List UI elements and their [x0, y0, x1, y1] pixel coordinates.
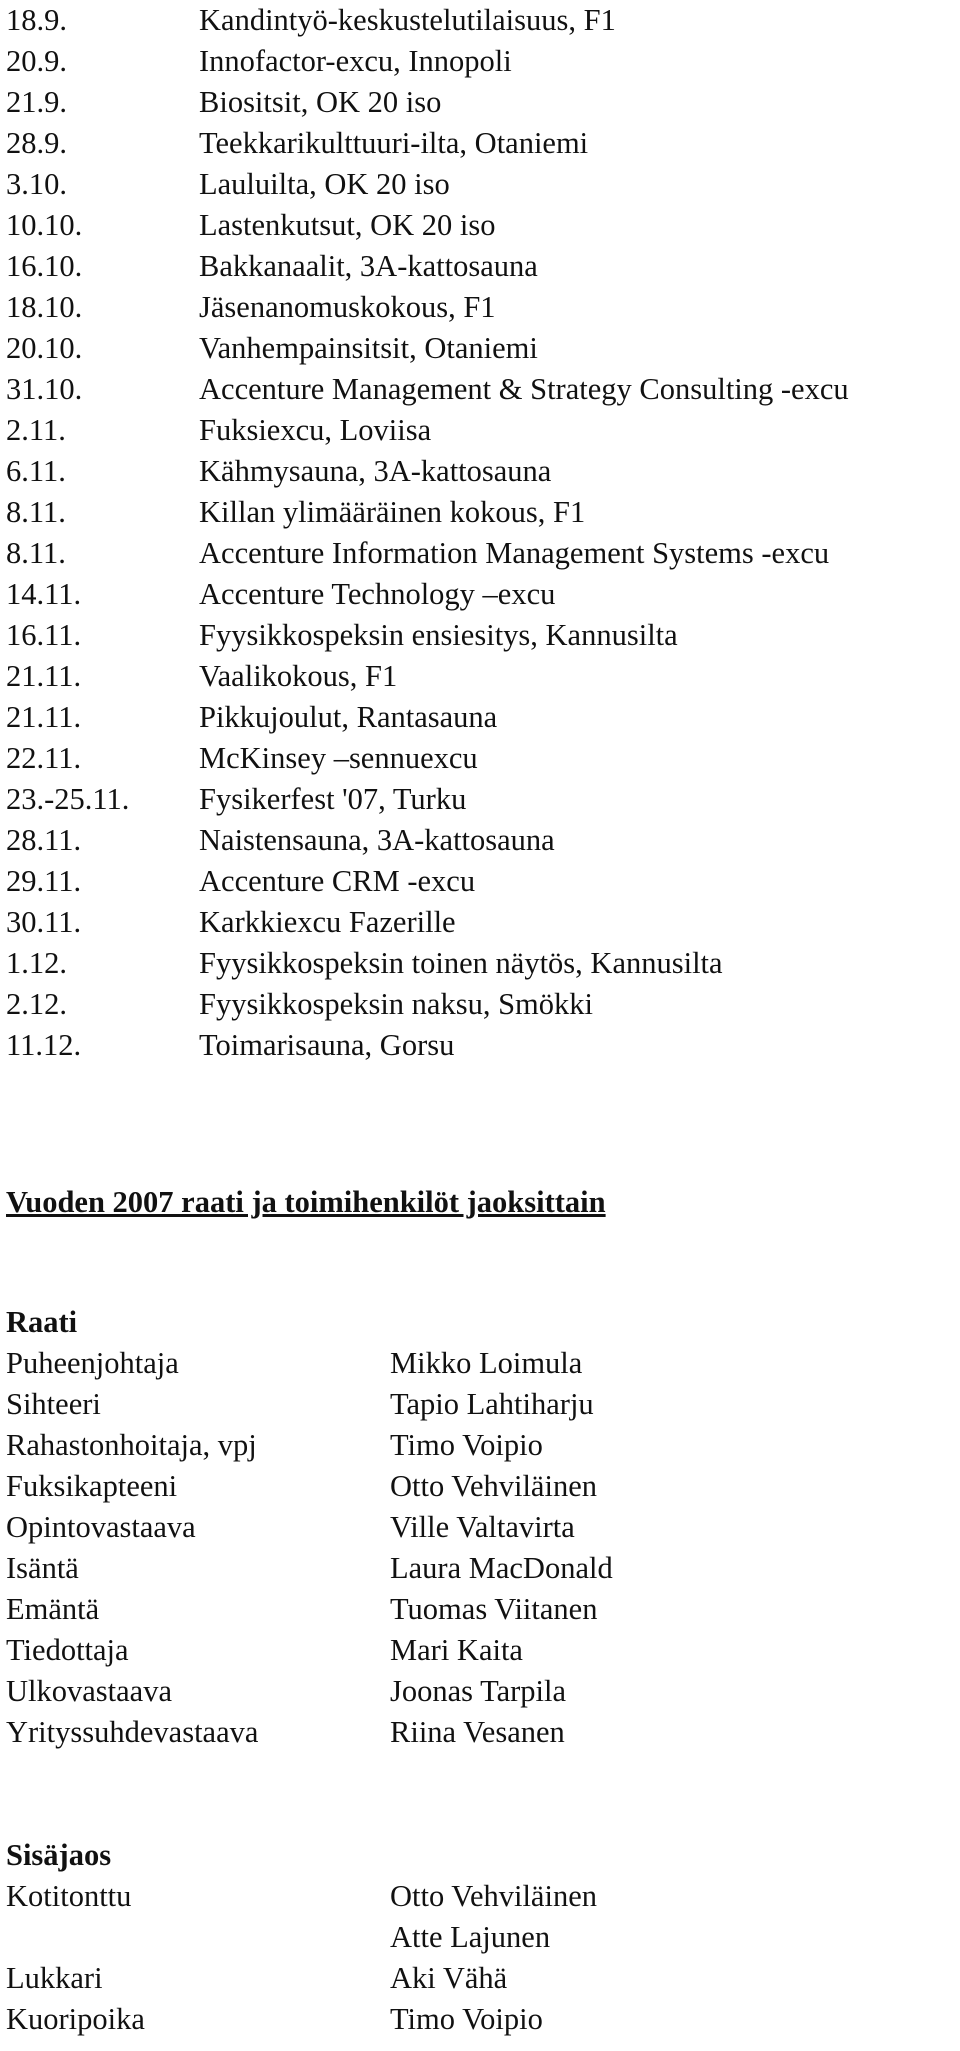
role-person: Otto Vehviläinen	[390, 1879, 597, 1913]
event-date: 31.10.	[6, 372, 83, 406]
role-person: Tapio Lahtiharju	[390, 1387, 594, 1421]
event-date: 21.11.	[6, 700, 82, 734]
event-title: Vaalikokous, F1	[199, 659, 398, 693]
event-title: Biositsit, OK 20 iso	[199, 85, 442, 119]
role-name: Kotitonttu	[6, 1879, 132, 1913]
event-date: 30.11.	[6, 905, 82, 939]
event-date: 14.11.	[6, 577, 82, 611]
event-title: Accenture Management & Strategy Consulting -excu	[199, 372, 849, 406]
raati-section	[6, 1302, 956, 1753]
role-name: Tiedottaja	[6, 1633, 129, 1667]
event-title: McKinsey –sennuexcu	[199, 741, 478, 775]
section-heading: Vuoden 2007 raati ja toimihenkilöt jaoksittain	[6, 1185, 606, 1219]
role-row	[6, 1712, 956, 1753]
event-date: 2.12.	[6, 987, 67, 1021]
event-date: 21.9.	[6, 85, 67, 119]
event-title: Teekkarikulttuuri-ilta, Otaniemi	[199, 126, 589, 160]
role-person: Riina Vesanen	[390, 1715, 565, 1749]
event-date: 3.10.	[6, 167, 67, 201]
role-person: Mari Kaita	[390, 1633, 523, 1667]
role-row	[6, 1466, 956, 1507]
role-name	[6, 1917, 390, 1958]
role-row	[6, 1876, 956, 1917]
event-date: 18.9.	[6, 3, 67, 37]
role-row	[6, 1917, 956, 1958]
event-title: Lastenkutsut, OK 20 iso	[199, 208, 496, 242]
event-date: 16.10.	[6, 249, 83, 283]
role-name: Ulkovastaava	[6, 1674, 172, 1708]
event-date: 21.11.	[6, 659, 82, 693]
role-person: Ville Valtavirta	[390, 1510, 575, 1544]
event-row	[6, 123, 849, 164]
event-row	[6, 943, 849, 984]
role-name: Opintovastaava	[6, 1510, 196, 1544]
event-title: Fyysikkospeksin naksu, Smökki	[199, 987, 593, 1021]
role-name: Sihteeri	[6, 1387, 101, 1421]
event-row	[6, 164, 849, 205]
event-row	[6, 287, 849, 328]
event-row	[6, 861, 849, 902]
role-row	[6, 1630, 956, 1671]
role-person: Laura MacDonald	[390, 1551, 613, 1585]
event-date: 11.12.	[6, 1028, 82, 1062]
role-name: Kuoripoika	[6, 2002, 145, 2036]
event-row	[6, 451, 849, 492]
event-date: 20.10.	[6, 331, 83, 365]
event-title: Accenture Technology –excu	[199, 577, 556, 611]
event-row	[6, 1025, 849, 1066]
event-title: Fyysikkospeksin toinen näytös, Kannusilta	[199, 946, 723, 980]
event-date: 2.11.	[6, 413, 66, 447]
event-row	[6, 533, 849, 574]
role-name: Rahastonhoitaja, vpj	[6, 1428, 257, 1462]
role-name: Yrityssuhdevastaava	[6, 1715, 259, 1749]
event-row	[6, 246, 849, 287]
event-title: Innofactor-excu, Innopoli	[199, 44, 512, 78]
role-person: Otto Vehviläinen	[390, 1469, 597, 1503]
event-date: 10.10.	[6, 208, 83, 242]
event-title: Accenture Information Management Systems -excu	[199, 536, 830, 570]
event-title: Fysikerfest '07, Turku	[199, 782, 467, 816]
event-title: Jäsenanomuskokous, F1	[199, 290, 496, 324]
event-title: Fuksiexcu, Loviisa	[199, 413, 432, 447]
role-row	[6, 1671, 956, 1712]
event-row	[6, 41, 849, 82]
event-row	[6, 82, 849, 123]
role-person: Timo Voipio	[390, 2002, 543, 2036]
event-title: Killan ylimääräinen kokous, F1	[199, 495, 586, 529]
event-date: 20.9.	[6, 44, 67, 78]
role-person: Timo Voipio	[390, 1428, 543, 1462]
event-row	[6, 492, 849, 533]
role-row	[6, 1343, 956, 1384]
role-person: Aki Vähä	[390, 1961, 508, 1995]
sisajaos-section	[6, 1835, 956, 2040]
role-name: Puheenjohtaja	[6, 1346, 179, 1380]
event-title: Accenture CRM -excu	[199, 864, 476, 898]
event-date: 6.11.	[6, 454, 66, 488]
role-person: Tuomas Viitanen	[390, 1592, 598, 1626]
event-title: Kandintyö-keskustelutilaisuus, F1	[199, 3, 616, 37]
event-title: Fyysikkospeksin ensiesitys, Kannusilta	[199, 618, 678, 652]
role-name: Isäntä	[6, 1551, 79, 1585]
event-date: 28.9.	[6, 126, 67, 160]
event-date: 18.10.	[6, 290, 83, 324]
event-date: 16.11.	[6, 618, 82, 652]
event-title: Bakkanaalit, 3A-kattosauna	[199, 249, 538, 283]
event-date: 28.11.	[6, 823, 82, 857]
role-row	[6, 1548, 956, 1589]
role-row	[6, 1999, 956, 2040]
role-name: Lukkari	[6, 1961, 103, 1995]
role-row	[6, 1958, 956, 1999]
event-row	[6, 615, 849, 656]
event-title: Toimarisauna, Gorsu	[199, 1028, 455, 1062]
role-name: Fuksikapteeni	[6, 1469, 178, 1503]
event-row	[6, 656, 849, 697]
event-row	[6, 738, 849, 779]
event-date: 29.11.	[6, 864, 82, 898]
event-title: Lauluilta, OK 20 iso	[199, 167, 450, 201]
role-row	[6, 1507, 956, 1548]
role-row	[6, 1384, 956, 1425]
event-row	[6, 984, 849, 1025]
event-row	[6, 410, 849, 451]
event-date: 23.-25.11.	[6, 782, 130, 816]
event-row	[6, 820, 849, 861]
event-row	[6, 0, 849, 41]
event-title: Pikkujoulut, Rantasauna	[199, 700, 498, 734]
role-row	[6, 1589, 956, 1630]
event-row	[6, 574, 849, 615]
event-title: Naistensauna, 3A-kattosauna	[199, 823, 555, 857]
event-title: Karkkiexcu Fazerille	[199, 905, 456, 939]
event-row	[6, 328, 849, 369]
role-person: Joonas Tarpila	[390, 1674, 567, 1708]
event-title: Vanhempainsitsit, Otaniemi	[199, 331, 538, 365]
event-date: 8.11.	[6, 536, 66, 570]
event-date: 8.11.	[6, 495, 66, 529]
raati-title: Raati	[6, 1305, 78, 1339]
event-date: 1.12.	[6, 946, 67, 980]
role-person: Atte Lajunen	[390, 1920, 551, 1954]
event-title: Kähmysauna, 3A-kattosauna	[199, 454, 552, 488]
event-list	[6, 0, 849, 1066]
role-row	[6, 1425, 956, 1466]
sisajaos-title: Sisäjaos	[6, 1838, 112, 1872]
role-person: Mikko Loimula	[390, 1346, 583, 1380]
event-row	[6, 902, 849, 943]
event-row	[6, 697, 849, 738]
event-row	[6, 205, 849, 246]
event-row	[6, 779, 849, 820]
event-row	[6, 369, 849, 410]
role-name: Emäntä	[6, 1592, 100, 1626]
event-date: 22.11.	[6, 741, 82, 775]
